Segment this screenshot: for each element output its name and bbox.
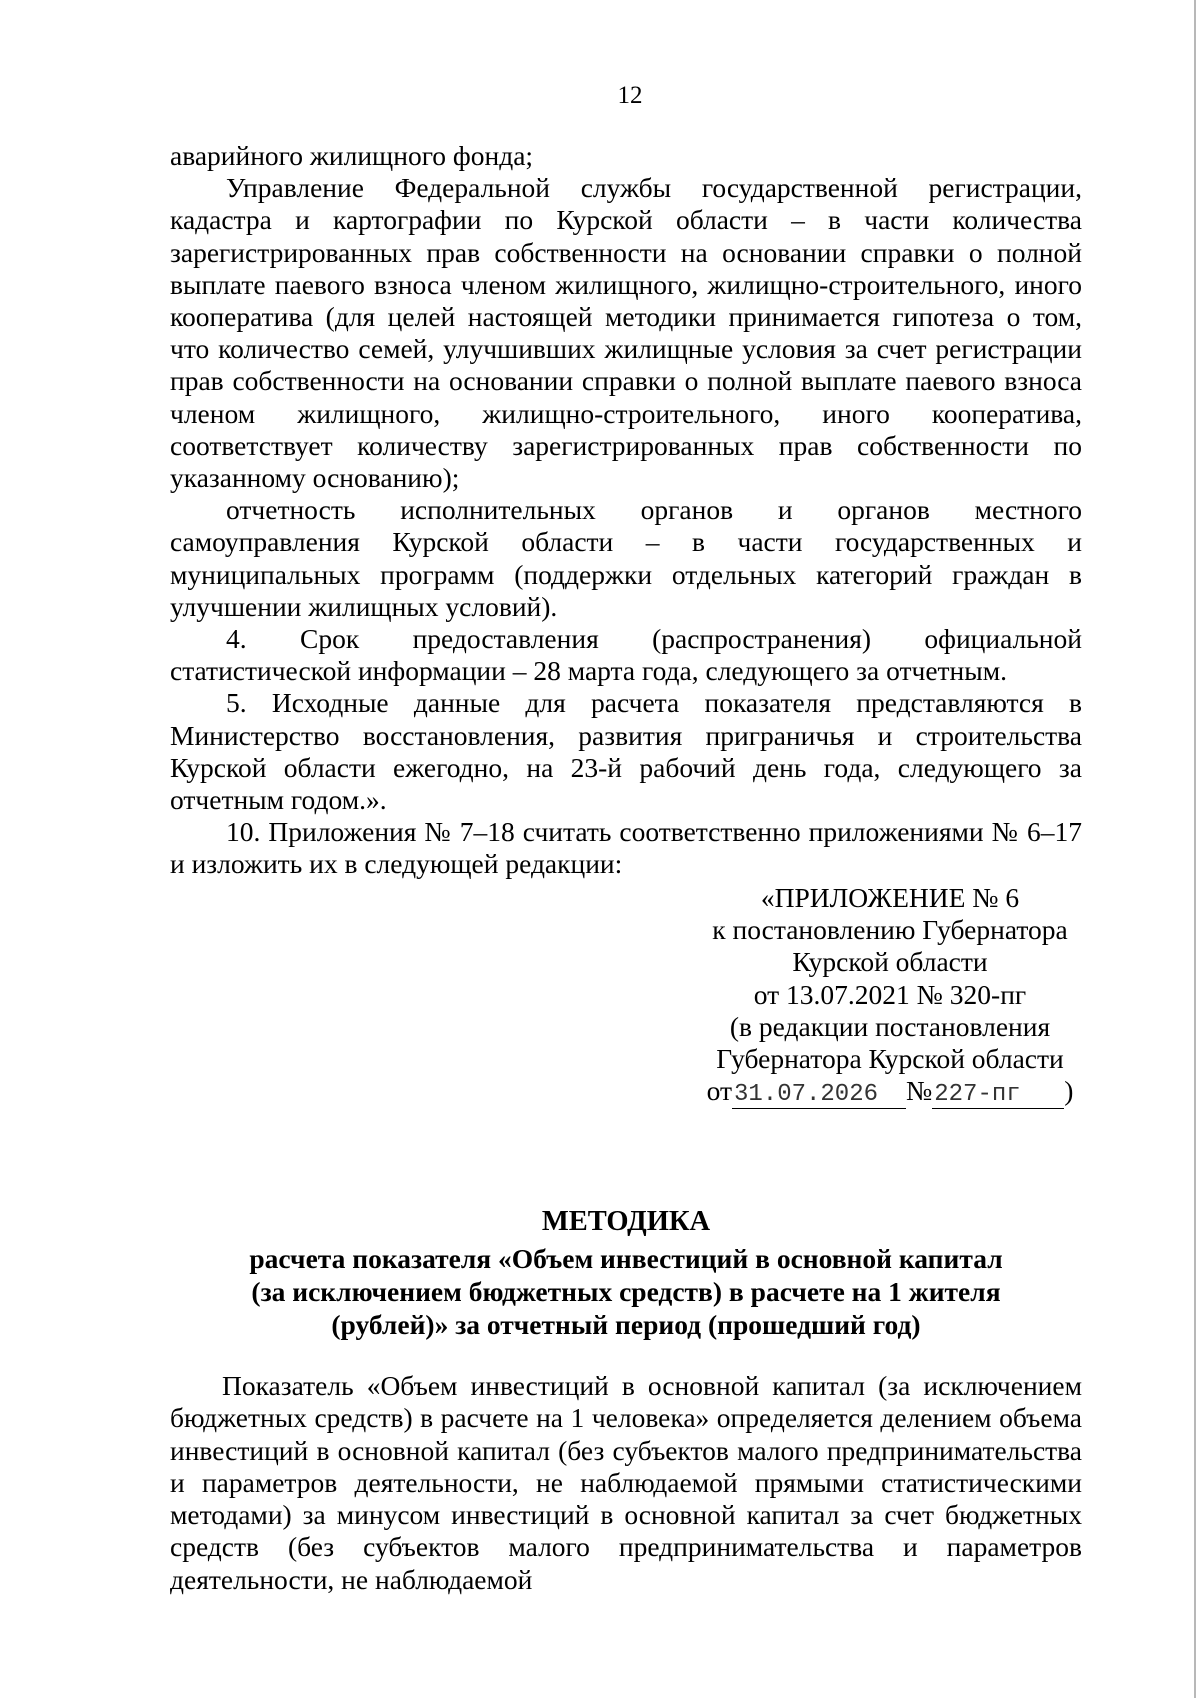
number-field: 227-пг bbox=[932, 1082, 1064, 1109]
paragraph: Управление Федеральной службы государственной регистрации, кадастра и картографии по Курской области – в части количества зарегистрированных прав собственности на основании справки о полной выплате паевого взноса членом жилищного, жилищно-строительного, иного кооператива (для целей настоящей методики принимается гипотеза о том, что количество семей, улучшивших жилищные условия за счет регистрации прав собственности на основании справки о полной выплате паевого взноса членом жилищного, жилищно-строительного, иного кооператива, соответствует количеству зарегистрированных прав собственности по указанному основанию); bbox=[170, 172, 1082, 494]
appendix-fill-line bbox=[680, 1075, 1100, 1109]
document-body bbox=[170, 140, 1082, 881]
appendix-line: от 13.07.2021 № 320-пг bbox=[753, 978, 1027, 1010]
paragraph: Показатель «Объем инвестиций в основной капитал (за исключением бюджетных средств) в расчете на 1 человека» определяется делением объема инвестиций в основной капитал (без субъектов малого предпринимательства и параметров деятельности, не наблюдаемой прямыми статистическими методами) за минусом инвестиций в основной капитал за счет бюджетных средств (без субъектов малого предпринимательства и параметров деятельности, не наблюдаемой bbox=[170, 1370, 1082, 1595]
methodology-title bbox=[170, 1205, 1082, 1341]
page-number: 12 bbox=[617, 82, 643, 109]
appendix-line: «ПРИЛОЖЕНИЕ № 6 bbox=[760, 882, 1020, 913]
title-line: расчета показателя «Объем инвестиций в основной капитал bbox=[249, 1243, 1003, 1274]
title-heading: МЕТОДИКА bbox=[541, 1206, 711, 1237]
number-label: № bbox=[905, 1075, 933, 1107]
title-line: (за исключением бюджетных средств) в расчете на 1 жителя bbox=[251, 1276, 1001, 1307]
appendix-header bbox=[680, 882, 1100, 1109]
paragraph: 10. Приложения № 7–18 считать соответственно приложениями № 6–17 и изложить их в следующей редакции: bbox=[170, 816, 1082, 880]
paragraph: отчетность исполнительных органов и органов местного самоуправления Курской области – в части государственных и муниципальных программ (поддержки отдельных категорий граждан в улучшении жилищных условий). bbox=[170, 494, 1082, 622]
ot-label: от bbox=[706, 1075, 732, 1107]
appendix-line: к постановлению Губернатора bbox=[712, 914, 1068, 946]
methodology-body bbox=[170, 1370, 1082, 1596]
appendix-line: Губернатора Курской области bbox=[716, 1043, 1064, 1075]
appendix-line: Курской области bbox=[792, 946, 988, 978]
paragraph: аварийного жилищного фонда; bbox=[170, 140, 534, 171]
appendix-line: (в редакции постановления bbox=[729, 1010, 1051, 1042]
title-line: (рублей)» за отчетный период (прошедший год) bbox=[331, 1309, 921, 1340]
close-paren: ) bbox=[1064, 1075, 1074, 1107]
paragraph: 5. Исходные данные для расчета показателя представляются в Министерство восстановления, развития приграничья и строительства Курской области ежегодно, на 23-й рабочий день года, следующего за отчетным годом.». bbox=[170, 687, 1082, 816]
scan-edge-line bbox=[1194, 0, 1196, 1698]
paragraph: 4. Срок предоставления (распространения) официальной статистической информации – 28 марта года, следующего за отчетным. bbox=[170, 623, 1082, 687]
date-field: 31.07.2026 bbox=[732, 1082, 906, 1109]
